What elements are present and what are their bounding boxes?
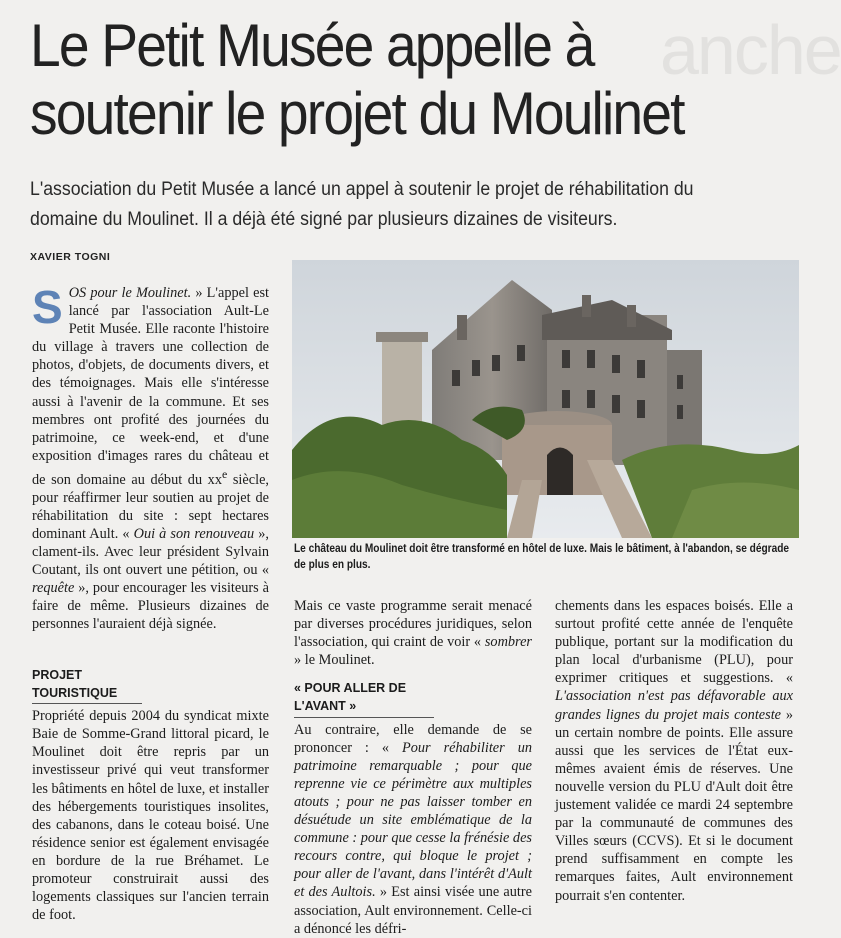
menace-text: Mais ce vaste programme serait menacé par diverses procédures juridiques, selon l'association, qui craint de voir « [294,598,532,651]
article-column-1 [32,281,270,634]
century-superscript: e [221,466,228,481]
demande-text-end: » Est ainsi visée une autre association, Ault environnement. Celle-ci a dénoncé les défri- [294,884,532,937]
article-column-2 [294,597,532,938]
headline-line-2: soutenir le projet du Moulinet [30,80,684,147]
menace-text-end: » le Moulinet. [294,652,375,669]
subhead-projet-touristique: PROJET TOURISTIQUE [32,666,142,704]
intro-paragraph [32,281,270,634]
headline [30,12,738,148]
drop-cap: S [32,281,63,333]
subhead-aller-de-l-avant: « POUR ALLER DE L'AVANT » [294,679,434,717]
enquete-text-end: » un certain nombre de points. Elle assure aussi que les services de l'État eux-mêmes avaient émis de réserves. Une nouvelle version du PLU d'Ault doit être justement validée ce mardi 24 septembre par la communauté de communes des Villes sœurs (CCVS). Et si le document prend suffisamment en compte les remarques faites, Ault environnement pourrait s'en contenter. [555,706,793,904]
intro-text-4: », pour encourager les visiteurs à faire de même. Plusieurs dizaines de personnes l'auraient déjà signée. [32,580,269,633]
demande-quote: Pour réhabiliter un patrimoine remarquable ; pour que reprenne vie ce périmètre aux multiples atouts ; pour ne pas laisser tomber en désuétude un site emblématique de la commune : pour que cesse la frénésie des recours contre, qui bloque le projet ; pour aller de l'avant, dans l'intérêt d'Ault et des Aultois. [294,739,532,901]
enquete-paragraph [555,597,793,905]
demande-text: Au contraire, elle demande de se prononcer : « [294,721,532,756]
article-column-3 [555,597,793,905]
enquete-text: chements dans les espaces boisés. Elle a surtout profité cette année de l'enquête publique, portant sur la modification du plan local d'urbanisme (PLU), pour exprimer critiques et suggestions. « [555,598,793,687]
demande-paragraph [294,721,532,938]
projet-paragraph: Propriété depuis 2004 du syndicat mixte Baie de Somme-Grand littoral picard, le Moulinet doit être repris par un investisseur privé qui veut transformer les bâtiments en hôtel de luxe, et installer des hébergements touristiques insolites, des cabanons, dans le coteau boisé. Une résidence senior est également envisagée en bordure de la rue Bréhamet. Le promoteur construirait aussi des logements classiques sur l'ancien terrain de foot. [32,708,269,924]
intro-text-2: siècle, pour réaffirmer leur soutien au projet de réhabilitation du site : sept hectares dominant Ault. « [32,471,269,542]
intro-text: » L'appel est lancé par l'association Ault-Le Petit Musée. Elle raconte l'histoire du village à travers une collection de photos, d'objets, de documents divers, et des témoignages. Mais elle s'intéresse aussi à l'avenir de la commune. Et ses membres ont profité des journées du patrimoine, ce week-end, et d'une exposition d'images rares du château et de son domaine au début du xx [32,285,269,488]
quote-renouveau: Oui à son renouveau [133,525,255,542]
association-quote: L'association n'est pas défavorable aux grandes lignes du projet mais conteste [555,688,793,723]
intro-quote: OS pour le Moulinet. [68,285,192,301]
background-ghost-text: anche [660,11,841,89]
lead-paragraph: L'association du Petit Musée a lancé un appel à soutenir le projet de réhabilitation du domaine du Moulinet. Il a déjà été signé par plusieurs dizaines de visiteurs. [30,179,694,230]
headline-line-1: Le Petit Musée appelle à [30,12,594,79]
menace-paragraph [294,597,532,669]
chateau-photo [292,260,799,538]
photo-caption: Le château du Moulinet doit être transformé en hôtel de luxe. Mais le bâtiment, à l'abandon, se dégrade de plus en plus. [294,543,790,571]
quote-requete: requête [32,580,75,597]
quote-sombrer: sombrer [484,634,532,651]
chateau-illustration [292,260,799,538]
article-column-1-section [32,666,269,924]
author-byline: XAVIER TOGNI [30,251,111,263]
intro-text-3: », clament-ils. Avec leur président Sylvain Coutant, ils ont ouvert une pétition, ou « [32,525,270,579]
